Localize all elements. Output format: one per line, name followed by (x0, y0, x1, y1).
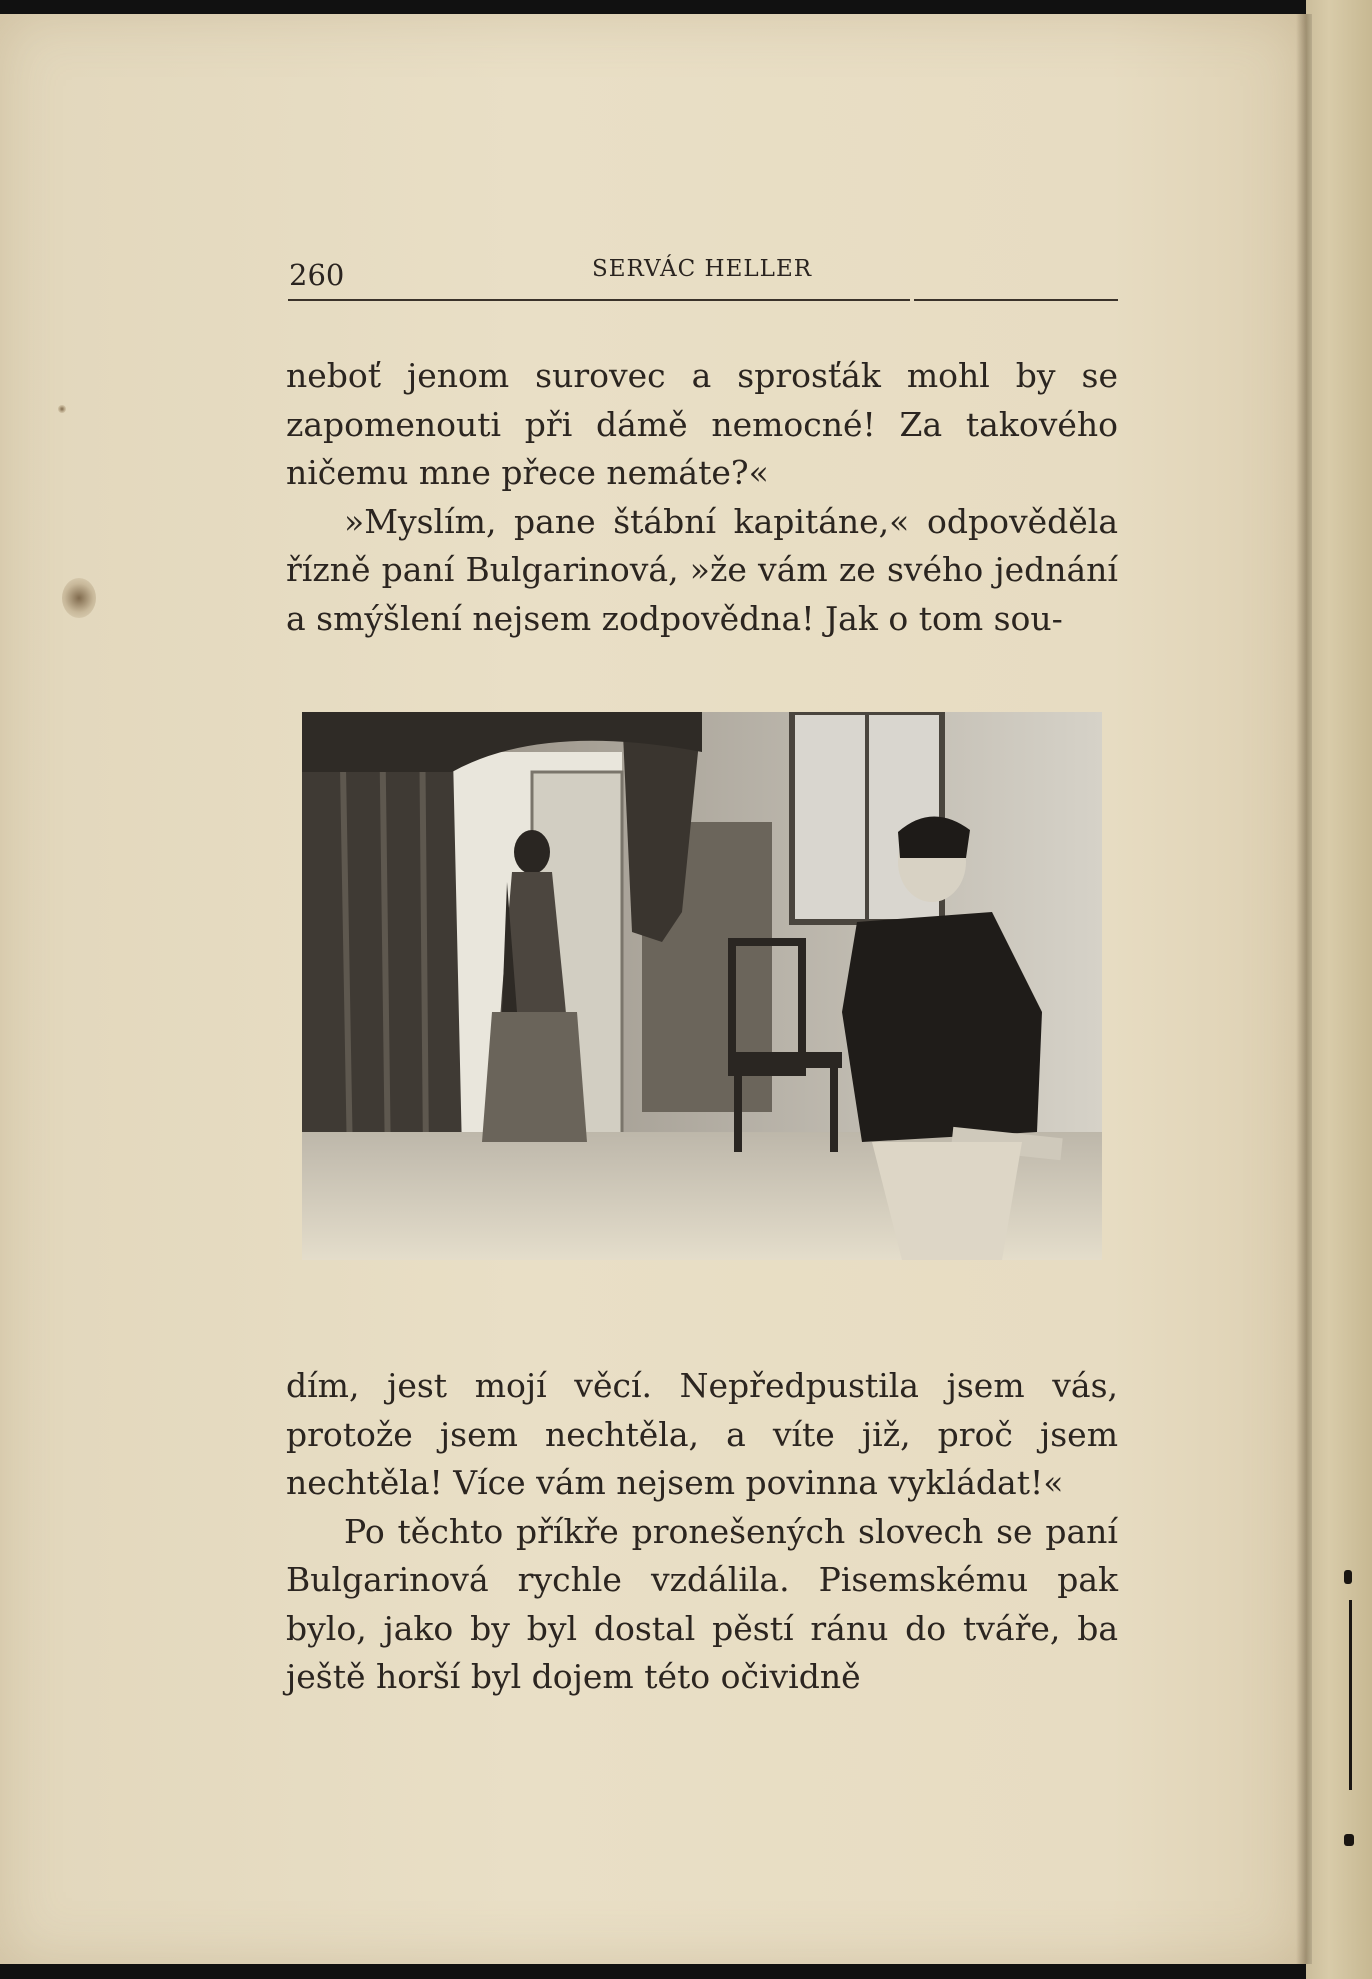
edge-mark (1349, 1600, 1352, 1790)
running-head: SERVÁC HELLER (591, 256, 813, 282)
ink-stain (58, 405, 66, 413)
paragraph: Po těchto příkře pronešených slovech se paní Bulgarinová rychle vzdálila. Pisemskému pak bylo, jako by byl dostal pěstí ránu do tváře, ba ještě horší byl dojem této očividně (286, 1511, 1118, 1696)
text-block-top (286, 352, 1118, 643)
text-block-bottom (286, 1362, 1118, 1702)
illustration (302, 712, 1102, 1260)
book-gutter (1296, 14, 1312, 1964)
header-rule (914, 299, 1118, 301)
next-page-edge (1306, 0, 1372, 1979)
ink-stain (62, 578, 96, 618)
header-rule (288, 299, 910, 301)
page-number: 260 (289, 258, 345, 292)
paragraph: »Myslím, pane štábní kapitáne,« odpověděla řízně paní Bulgarinová, »že vám ze svého jednání a smýšlení nejsem zodpovědna! Jak o tom sou- (286, 501, 1118, 638)
paragraph: dím, jest mojí věcí. Nepředpustila jsem vás, protože jsem nechtěla, a víte již, proč jsem nechtěla! Více vám nejsem povinna vykládat!« (286, 1366, 1118, 1502)
paragraph: neboť jenom surovec a sprosťák mohl by se zapomenouti při dámě nemocné! Za takového ničemu mne přece nemáte?« (286, 356, 1118, 492)
edge-mark (1344, 1570, 1352, 1584)
edge-mark (1344, 1834, 1354, 1846)
page-header (286, 256, 1118, 292)
